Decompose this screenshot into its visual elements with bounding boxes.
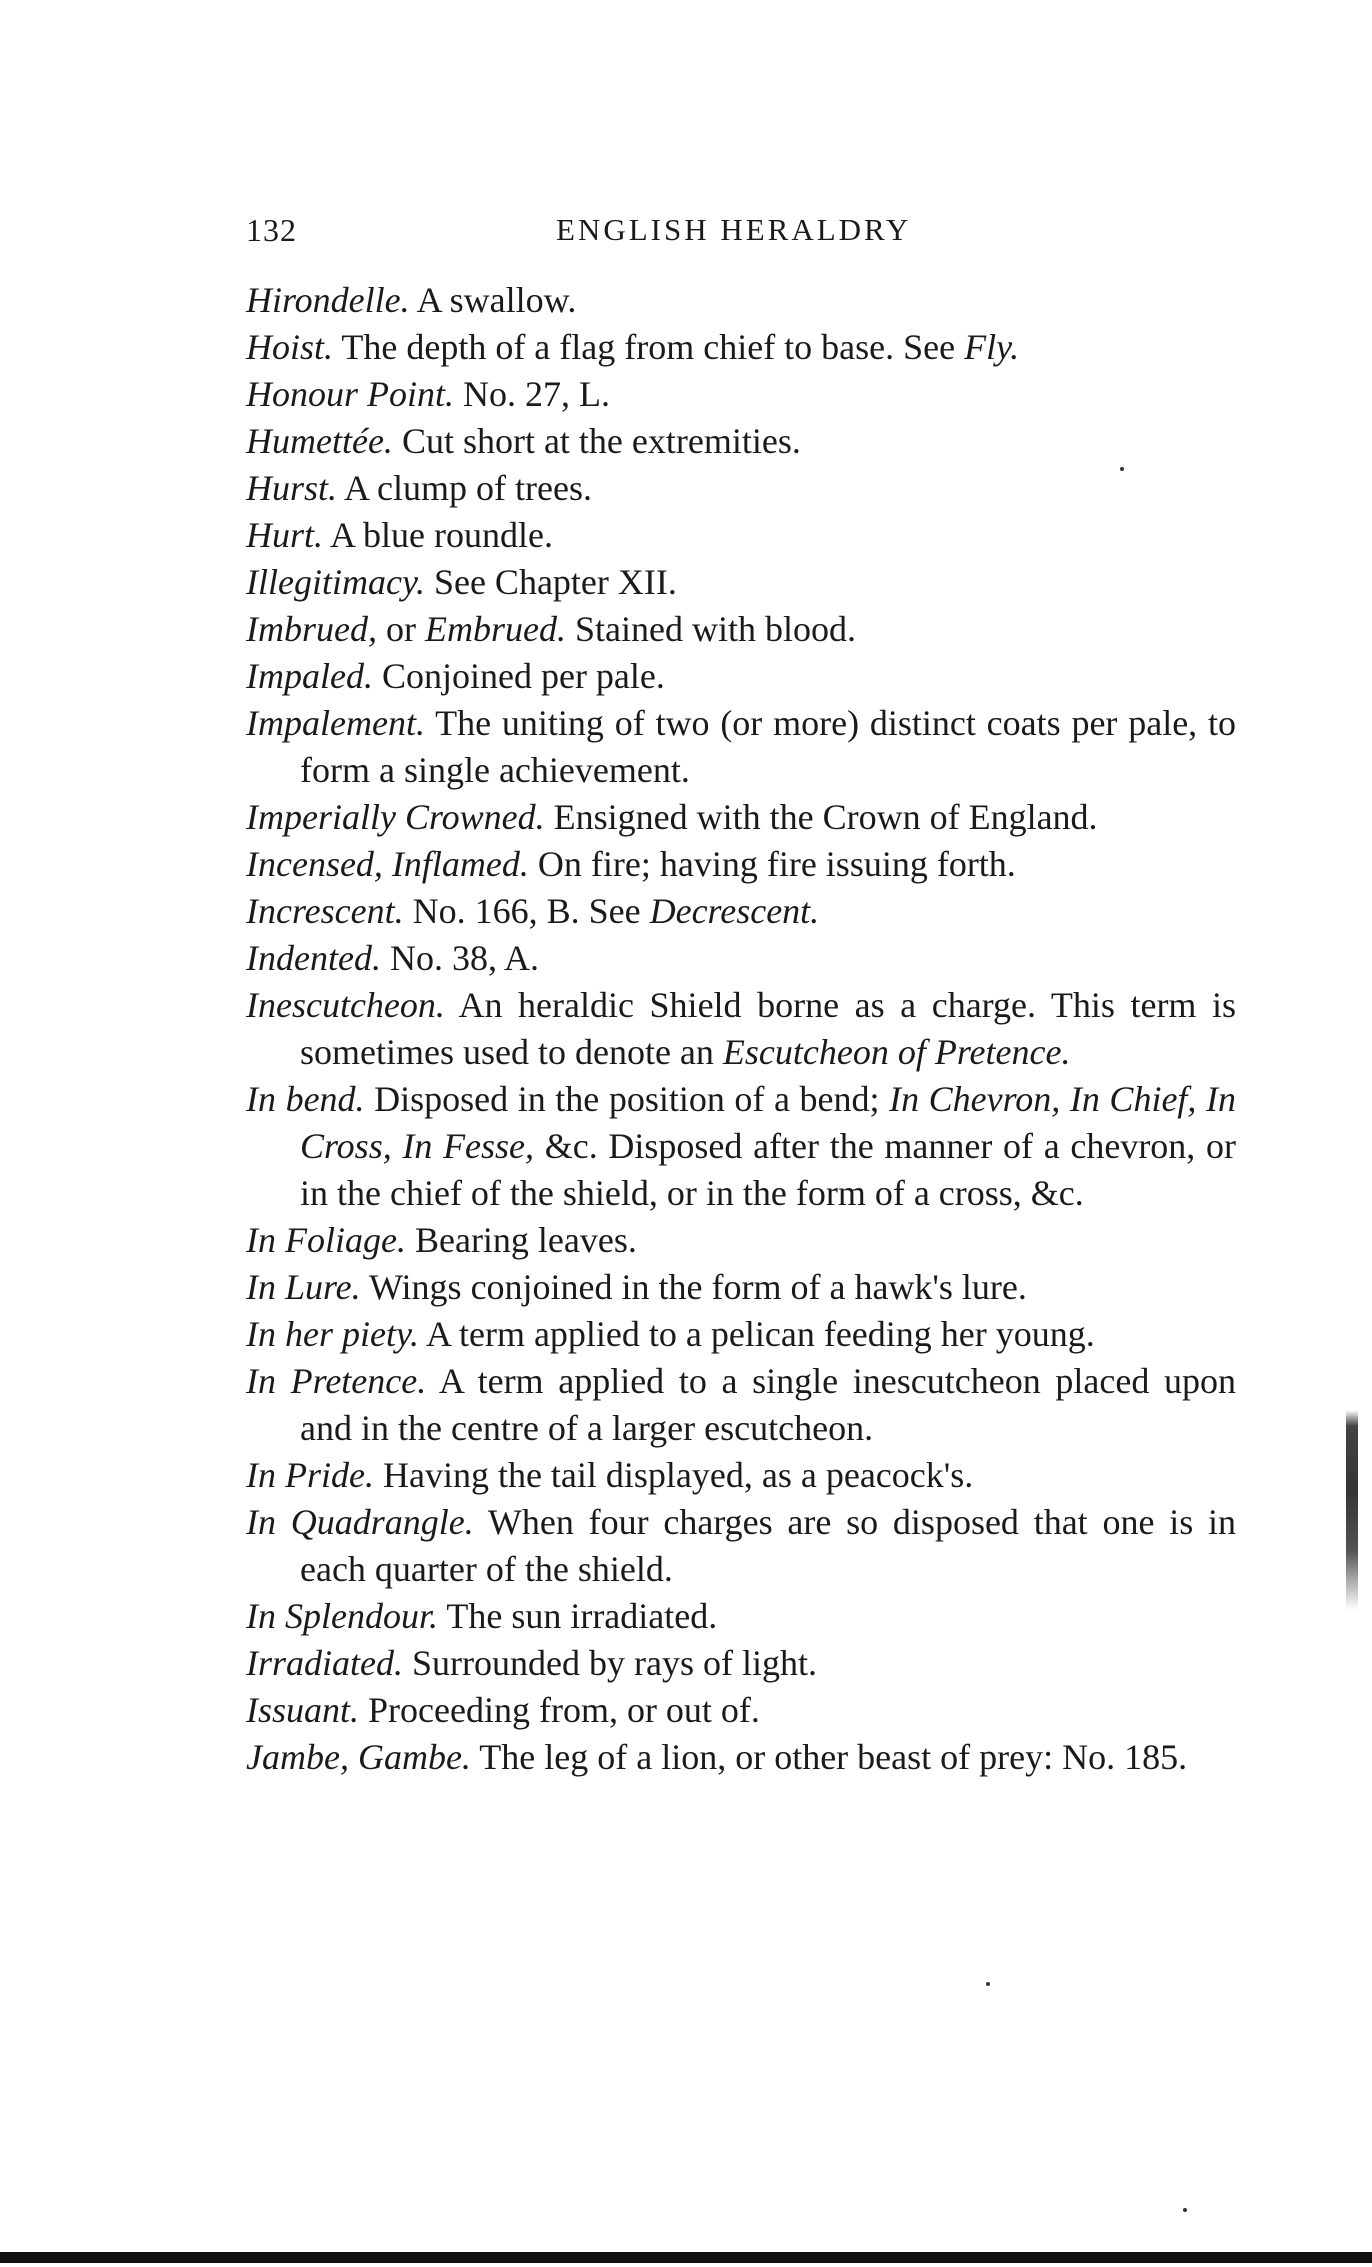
glossary-entry — [246, 935, 1236, 982]
entry-term: Impaled. — [246, 656, 373, 696]
entry-term: In Pride. — [246, 1455, 374, 1495]
entry-term: Irradiated. — [246, 1643, 403, 1683]
entry-term: Hirondelle. — [246, 280, 410, 320]
entry-definition: Disposed in the position of a bend; — [364, 1079, 890, 1119]
entry-definition: The sun irradiated. — [438, 1596, 718, 1636]
entry-term: Imbrued, — [246, 609, 377, 649]
entry-definition: Conjoined per pale. — [372, 656, 665, 696]
glossary-entry — [246, 512, 1236, 559]
entry-definition: A clump of trees. — [337, 468, 592, 508]
entry-definition: See Chapter XII. — [424, 562, 677, 602]
entry-term: Illegitimacy. — [246, 562, 425, 602]
entry-definition: Wings conjoined in the form of a hawk's lure. — [360, 1267, 1027, 1307]
page-number: 132 — [246, 212, 297, 248]
glossary-entry — [246, 794, 1236, 841]
glossary-entry — [246, 559, 1236, 606]
entry-definition-continued: &c. Disposed after the manner of a chevron, or in the chief of the shield, or in the form of a cross, &c. — [300, 1126, 1236, 1213]
scan-speck — [1183, 2208, 1187, 2212]
entry-term: In Foliage. — [246, 1220, 406, 1260]
entry-term: Hurt. — [246, 515, 324, 555]
entry-definition: A blue roundle. — [323, 515, 553, 555]
entry-term: Imperially Crowned. — [246, 797, 545, 837]
entry-term: Hurst. — [246, 468, 338, 508]
glossary-entry — [246, 1687, 1236, 1734]
running-title: ENGLISH HERALDRY — [556, 212, 912, 247]
glossary-entry — [246, 653, 1236, 700]
glossary-entry — [246, 371, 1236, 418]
scan-edge-mark — [1346, 1410, 1358, 1610]
entry-definition: No. 166, B. See — [403, 891, 650, 931]
glossary-entry — [246, 1452, 1236, 1499]
scan-speck — [986, 1982, 990, 1986]
entry-term: In Quadrangle. — [246, 1502, 474, 1542]
entry-term: In her piety. — [246, 1314, 419, 1354]
glossary-entry — [246, 465, 1236, 512]
entry-definition: When four charges are so disposed that one is in each quarter of the shield. — [300, 1502, 1237, 1589]
entry-cross-reference: Decrescent. — [649, 891, 820, 931]
glossary-entry — [246, 1734, 1236, 1781]
glossary-entry — [246, 1217, 1236, 1264]
glossary-list — [246, 277, 1236, 1781]
entry-definition: Having the tail displayed, as a peacock's. — [373, 1455, 974, 1495]
glossary-entry — [246, 1311, 1236, 1358]
entry-term: In Lure. — [246, 1267, 361, 1307]
entry-definition: Surrounded by rays of light. — [403, 1643, 817, 1683]
entry-term: Impalement. — [246, 703, 425, 743]
entry-definition: On fire; having fire issuing forth. — [528, 844, 1016, 884]
entry-term: Honour Point. — [246, 374, 455, 414]
entry-definition: No. 27, L. — [454, 374, 611, 414]
entry-term: Jambe, Gambe. — [246, 1737, 471, 1777]
entry-definition: Proceeding from, or out of. — [359, 1690, 760, 1730]
entry-definition: The leg of a lion, or other beast of prey: No. 185. — [470, 1737, 1188, 1777]
entry-definition: Bearing leaves. — [405, 1220, 637, 1260]
entry-term: Indented. — [246, 938, 381, 978]
glossary-entry — [246, 982, 1236, 1076]
entry-cross-reference: Escutcheon of Pretence. — [722, 1032, 1071, 1072]
entry-term: Hoist. — [246, 327, 334, 367]
glossary-entry — [246, 1499, 1236, 1593]
glossary-entry — [246, 1640, 1236, 1687]
entry-term: In Splendour. — [246, 1596, 438, 1636]
glossary-entry — [246, 324, 1236, 371]
entry-term: Increscent. — [246, 891, 404, 931]
entry-cross-reference: Embrued. — [424, 609, 566, 649]
glossary-entry — [246, 1264, 1236, 1311]
glossary-entry — [246, 1593, 1236, 1640]
entry-definition-continued: Stained with blood. — [565, 609, 856, 649]
entry-term: Incensed, Inflamed. — [246, 844, 529, 884]
scan-bottom-edge — [0, 2252, 1372, 2263]
glossary-entry — [246, 841, 1236, 888]
entry-term: Humettée. — [246, 421, 393, 461]
entry-definition: A term applied to a single inescutcheon placed upon and in the centre of a larger escutcheon. — [300, 1361, 1236, 1448]
running-head — [246, 212, 946, 262]
entry-term: Inescutcheon. — [246, 985, 445, 1025]
entry-definition: No. 38, A. — [380, 938, 539, 978]
scan-speck — [1120, 467, 1124, 471]
entry-definition: or — [376, 609, 425, 649]
glossary-entry — [246, 418, 1236, 465]
glossary-entry — [246, 1358, 1236, 1452]
entry-cross-reference: In Chevron, In Chief, In Cross, In Fesse, — [300, 1079, 1236, 1166]
entry-definition: A swallow. — [409, 280, 577, 320]
entry-definition: Ensigned with the Crown of England. — [544, 797, 1098, 837]
entry-definition: Cut short at the extremities. — [392, 421, 801, 461]
glossary-entry — [246, 700, 1236, 794]
glossary-entry — [246, 888, 1236, 935]
entry-definition: A term applied to a pelican feeding her young. — [418, 1314, 1095, 1354]
entry-term: Issuant. — [246, 1690, 360, 1730]
glossary-entry — [246, 1076, 1236, 1217]
entry-definition: The uniting of two (or more) distinct coats per pale, to form a single achievement. — [300, 703, 1236, 790]
entry-term: In bend. — [246, 1079, 365, 1119]
entry-term: In Pretence. — [246, 1361, 427, 1401]
glossary-entry — [246, 277, 1236, 324]
entry-definition: The depth of a flag from chief to base. See — [333, 327, 965, 367]
glossary-entry — [246, 606, 1236, 653]
entry-definition: An heraldic Shield borne as a charge. This term is sometimes used to denote an — [300, 985, 1236, 1072]
entry-cross-reference: Fly. — [964, 327, 1020, 367]
